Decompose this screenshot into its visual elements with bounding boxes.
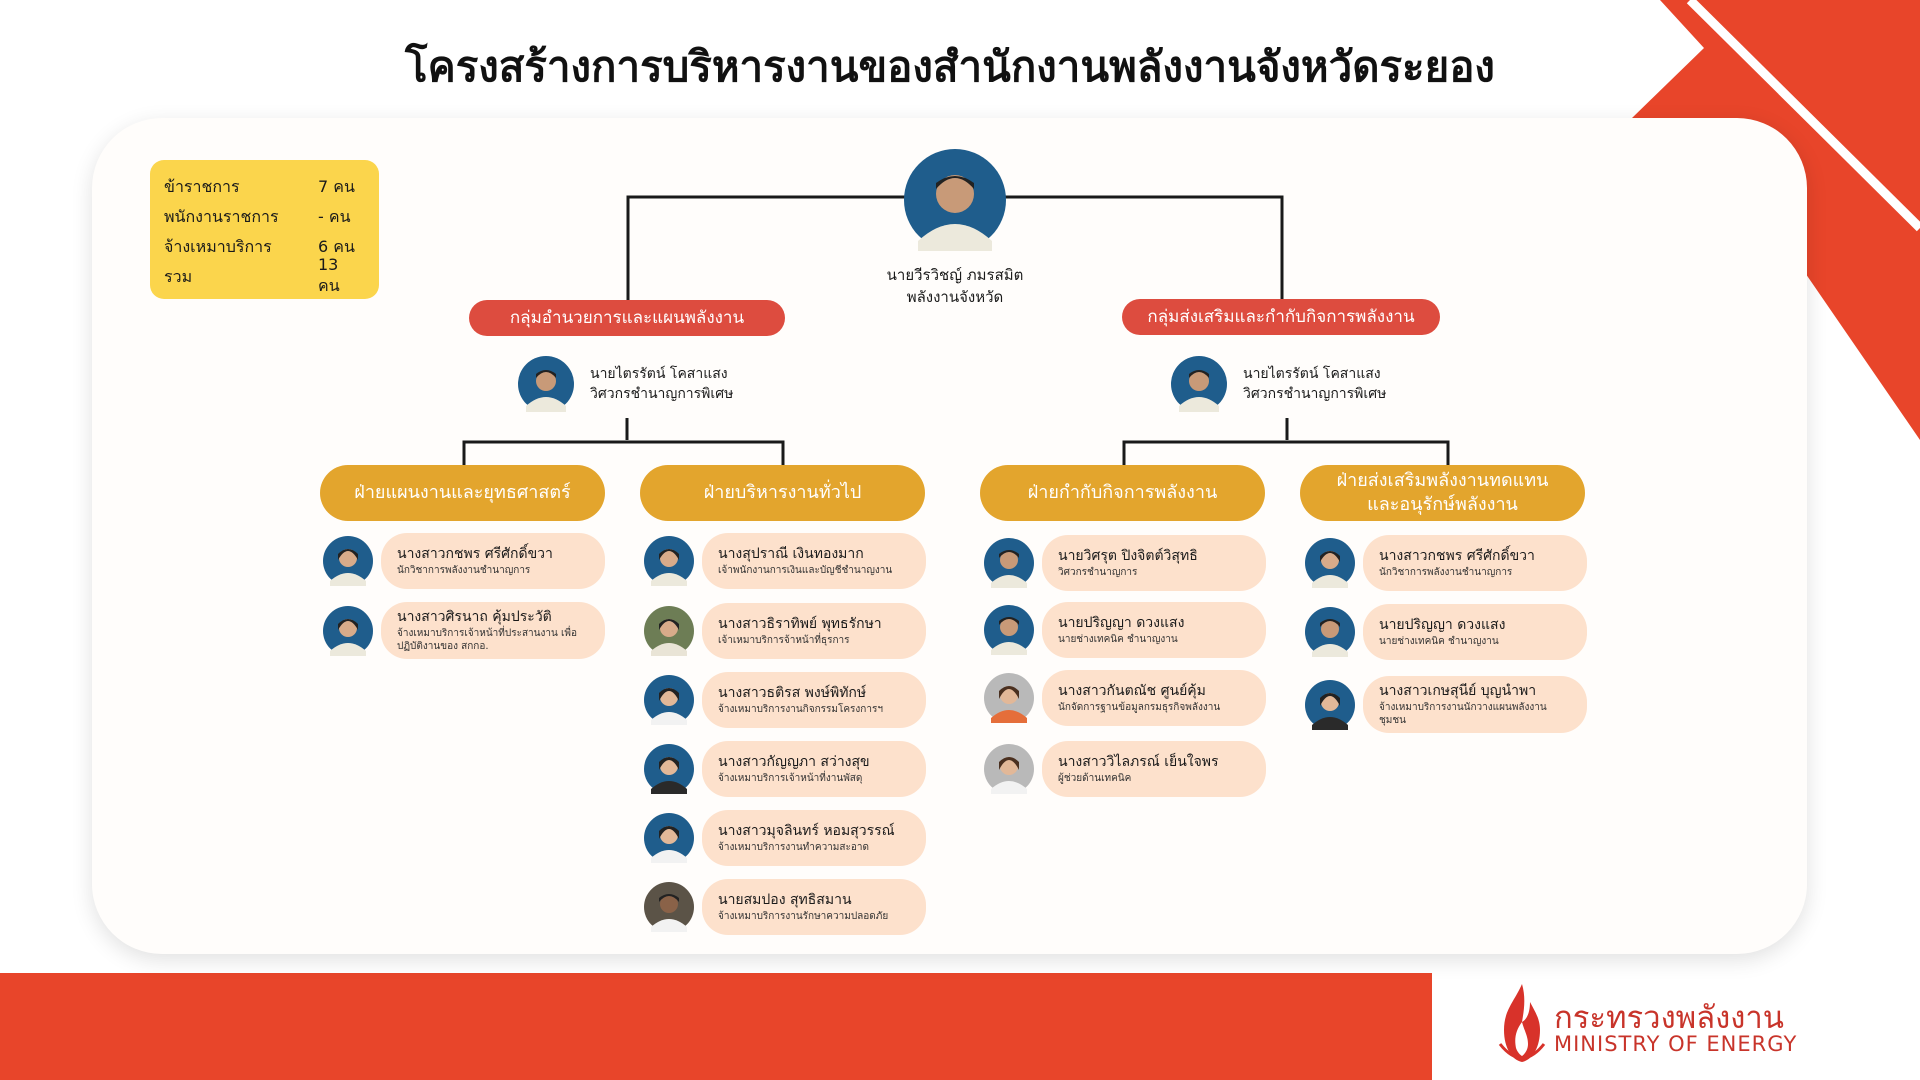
member-name: นางสาวกชพร ศรีศักดิ์ขวา xyxy=(1379,548,1535,564)
section-pill: ฝ่ายกำกับกิจการพลังงาน xyxy=(980,465,1265,521)
flame-icon xyxy=(1496,980,1548,1066)
member-box xyxy=(1042,741,1266,797)
member-position: นักวิชาการพลังงานชำนาญการ xyxy=(397,565,531,576)
stat-row xyxy=(164,255,365,295)
member-position: นักจัดการฐานข้อมูลกรมธุรกิจพลังงาน xyxy=(1058,702,1221,713)
group-pill: กลุ่มส่งเสริมและกำกับกิจการพลังงาน xyxy=(1122,299,1440,335)
member-photo xyxy=(1305,607,1355,657)
director-info xyxy=(850,264,1060,308)
leader-photo xyxy=(1171,356,1227,412)
member-card xyxy=(984,535,1266,591)
stat-value: 6 คน xyxy=(318,236,355,256)
member-card xyxy=(644,533,926,589)
member-photo xyxy=(644,813,694,863)
member-photo xyxy=(644,536,694,586)
member-name: นายปริญญา ดวงแสง xyxy=(1379,617,1506,633)
member-card xyxy=(644,741,926,797)
group-pill: กลุ่มอำนวยการและแผนพลังงาน xyxy=(469,300,785,336)
member-box xyxy=(702,533,926,589)
member-box xyxy=(702,603,926,659)
member-position: จ้างเหมาบริการงานกิจกรรมโครงการฯ xyxy=(718,704,883,715)
member-photo xyxy=(984,605,1034,655)
member-card xyxy=(1305,676,1587,733)
member-name: นางสาวกัญญภา สว่างสุข xyxy=(718,754,870,770)
member-position: ผู้ช่วยด้านเทคนิค xyxy=(1058,773,1132,784)
member-name: นางสาววิไลภรณ์ เย็นใจพร xyxy=(1058,754,1219,770)
member-card xyxy=(323,533,605,589)
stat-row xyxy=(164,202,365,232)
member-name: นางสาวธติรส พงษ์พิทักษ์ xyxy=(718,685,867,701)
member-name: นางสาวกันตณัช ศูนย์คุ้ม xyxy=(1058,683,1206,699)
leader-position: วิศวกรชำนาญการพิเศษ xyxy=(590,386,734,402)
member-photo xyxy=(1305,680,1355,730)
member-photo xyxy=(984,744,1034,794)
member-box xyxy=(702,672,926,728)
director-photo xyxy=(904,149,1006,251)
member-box xyxy=(702,741,926,797)
group-leader xyxy=(1171,356,1386,412)
section-pill: ฝ่ายแผนงานและยุทธศาสตร์ xyxy=(320,465,605,521)
logo-english-text: MINISTRY OF ENERGY xyxy=(1554,1032,1798,1056)
stat-label: พนักงานราชการ xyxy=(164,206,279,226)
director-name: นายวีรวิชญ์ ภมรสมิต xyxy=(886,266,1024,284)
member-box xyxy=(381,533,605,589)
member-position: วิศวกรชำนาญการ xyxy=(1058,567,1138,578)
member-card xyxy=(644,810,926,866)
member-photo xyxy=(644,744,694,794)
leader-position: วิศวกรชำนาญการพิเศษ xyxy=(1243,386,1387,402)
member-name: นางสาวธิราทิพย์ พุทธรักษา xyxy=(718,616,882,632)
member-box xyxy=(1363,535,1587,591)
member-card xyxy=(644,603,926,659)
staff-summary xyxy=(150,160,379,299)
member-box xyxy=(1042,602,1266,658)
ministry-logo xyxy=(1496,978,1876,1074)
member-photo xyxy=(984,538,1034,588)
stat-label: รวม xyxy=(164,266,193,286)
leader-name: นายไตรรัตน์ โคสาแสง xyxy=(1243,366,1381,382)
section-pill: ฝ่ายบริหารงานทั่วไป xyxy=(640,465,925,521)
section-pill: ฝ่ายส่งเสริมพลังงานทดแทน และอนุรักษ์พลังงาน xyxy=(1300,465,1585,521)
leader-photo xyxy=(518,356,574,412)
member-position: จ้างเหมาบริการงานทำความสะอาด xyxy=(718,842,869,853)
member-position: เจ้าเหมาบริการจ้าหน้าที่ธุรการ xyxy=(718,635,850,646)
stat-row xyxy=(164,172,365,202)
member-position: จ้างเหมาบริการเจ้าหน้าที่ประสานงาน เพื่อปฏิบัติงานของ สกกอ. xyxy=(397,628,578,652)
member-photo xyxy=(644,606,694,656)
member-photo xyxy=(984,673,1034,723)
member-card xyxy=(323,602,605,659)
member-box xyxy=(1042,670,1266,726)
member-card xyxy=(984,602,1266,658)
leader-text xyxy=(1243,364,1386,404)
member-name: นางสาวมุจลินทร์ หอมสุวรรณ์ xyxy=(718,823,895,839)
member-name: นายสมปอง สุทธิสมาน xyxy=(718,892,852,908)
member-name: นางสาวศิรนาถ คุ้มประวัติ xyxy=(397,609,552,625)
member-position: นายช่างเทคนิค ชำนาญงาน xyxy=(1058,634,1178,645)
member-photo xyxy=(1305,538,1355,588)
member-photo xyxy=(644,675,694,725)
member-box xyxy=(1363,676,1587,733)
member-card xyxy=(1305,535,1587,591)
member-card xyxy=(1305,604,1587,660)
member-card xyxy=(984,670,1266,726)
member-name: นางสุปราณี เงินทองมาก xyxy=(718,546,864,562)
member-position: นักวิชาการพลังงานชำนาญการ xyxy=(1379,567,1513,578)
stat-value: 7 คน xyxy=(318,176,355,196)
member-box xyxy=(702,879,926,935)
member-name: นางสาวกชพร ศรีศักดิ์ขวา xyxy=(397,546,553,562)
member-name: นางสาวเกษสุนีย์ บุญนำพา xyxy=(1379,683,1537,699)
member-position: จ้างเหมาบริการงานรักษาความปลอดภัย xyxy=(718,911,889,922)
member-position: จ้างเหมาบริการงานนักวางแผนพลังงานชุมชน xyxy=(1379,702,1547,726)
member-position: เจ้าพนักงานการเงินและบัญชีชำนาญงาน xyxy=(718,565,893,576)
bottom-red-bar xyxy=(0,973,1432,1080)
member-box xyxy=(702,810,926,866)
stat-value: 13 คน xyxy=(318,255,340,295)
leader-text xyxy=(590,364,733,404)
stat-label: ข้าราชการ xyxy=(164,176,240,196)
director-position: พลังงานจังหวัด xyxy=(906,288,1004,306)
member-box xyxy=(1363,604,1587,660)
member-name: นายปริญญา ดวงแสง xyxy=(1058,615,1185,631)
logo-thai-text: กระทรวงพลังงาน xyxy=(1554,1000,1785,1036)
member-card xyxy=(644,672,926,728)
group-leader xyxy=(518,356,733,412)
member-photo xyxy=(323,606,373,656)
member-box xyxy=(1042,535,1266,591)
stat-value: - คน xyxy=(318,206,351,226)
member-position: นายช่างเทคนิค ชำนาญงาน xyxy=(1379,636,1499,647)
page-title: โครงสร้างการบริหารงานของสำนักงานพลังงานจังหวัดระยอง xyxy=(405,42,1495,91)
member-photo xyxy=(644,882,694,932)
member-name: นายวิศรุต ปิงจิตต์วิสุทธิ xyxy=(1058,548,1198,564)
leader-name: นายไตรรัตน์ โคสาแสง xyxy=(590,366,728,382)
member-position: จ้างเหมาบริการเจ้าหน้าที่งานพัสดุ xyxy=(718,773,863,784)
member-box xyxy=(381,602,605,659)
member-photo xyxy=(323,536,373,586)
member-card xyxy=(984,741,1266,797)
stat-label: จ้างเหมาบริการ xyxy=(164,236,272,256)
member-card xyxy=(644,879,926,935)
